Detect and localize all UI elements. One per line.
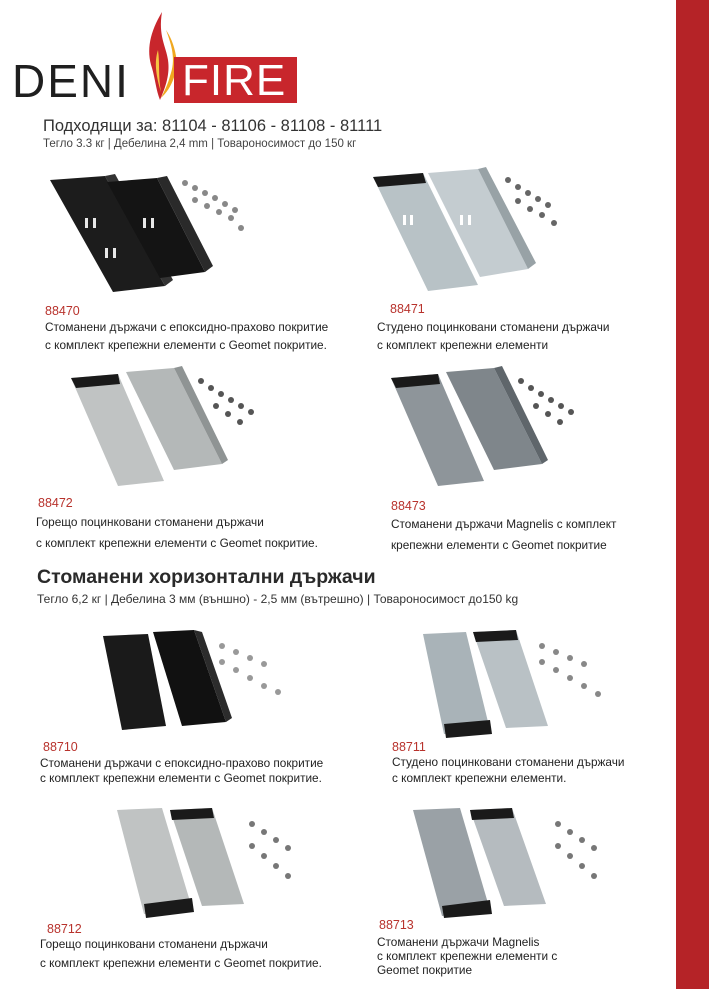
product-image-88473 [386,366,586,491]
product-image-88470 [45,168,255,298]
section-specs-line: Тегло 6,2 кг | Дебелина 3 мм (външно) - 2,5 мм (вътрешно) | Товароносимост до150 kg [37,592,519,606]
brand-name-part2: FIRE [182,56,287,105]
product-code-88713: 88713 [379,918,414,932]
suitable-for-heading: Подходящи за: 81104 - 81106 - 81108 - 81111 [43,117,383,135]
product-desc-88470: Стоманени държачи с епоксидно-прахово покритие с комплект крепежни елементи с Geomet покритие. [45,320,329,352]
product-code-88712: 88712 [47,922,82,936]
product-code-88472: 88472 [38,496,73,510]
side-accent-bar [676,0,709,989]
product-image-88472 [66,366,266,491]
brand-logo [12,10,302,105]
product-code-88710: 88710 [43,740,78,754]
brand-name-part1: DENI [12,55,130,107]
product-image-88712 [112,806,312,921]
product-image-88713 [408,806,618,921]
specs-line: Тегло 3.3 кг | Дебелина 2,4 mm | Товароносимост до 150 кг [43,138,357,150]
product-code-88711: 88711 [392,740,426,754]
product-image-88471 [368,165,568,300]
product-desc-88472: Горещо поцинковани стоманени държачи с комплект крепежни елементи с Geomet покритие. [36,515,318,550]
product-desc-88712: Горещо поцинковани стоманени държачи с комплект крепежни елементи с Geomet покритие. [40,937,322,970]
product-desc-88471: Студено поцинковани стоманени държачи с комплект крепежни елементи [377,320,610,352]
product-desc-88711: Студено поцинковани стоманени държачи с комплект крепежни елементи. [392,755,625,785]
section-title: Стоманени хоризонтални държачи [37,566,376,588]
product-code-88473: 88473 [391,499,426,513]
product-image-88711 [418,628,618,743]
product-desc-88713: Стоманени държачи Magnelis с комплект крепежни елементи с Geomet покритие [377,935,558,977]
product-desc-88710: Стоманени държачи с епоксидно-прахово покритие с комплект крепежни елементи с Geomet покритие. [40,756,324,785]
product-code-88471: 88471 [390,302,425,316]
product-code-88470: 88470 [45,304,80,318]
product-desc-88473: Стоманени държачи Magnelis с комплект крепежни елементи с Geomet покритие [391,517,617,552]
product-image-88710 [98,628,298,738]
